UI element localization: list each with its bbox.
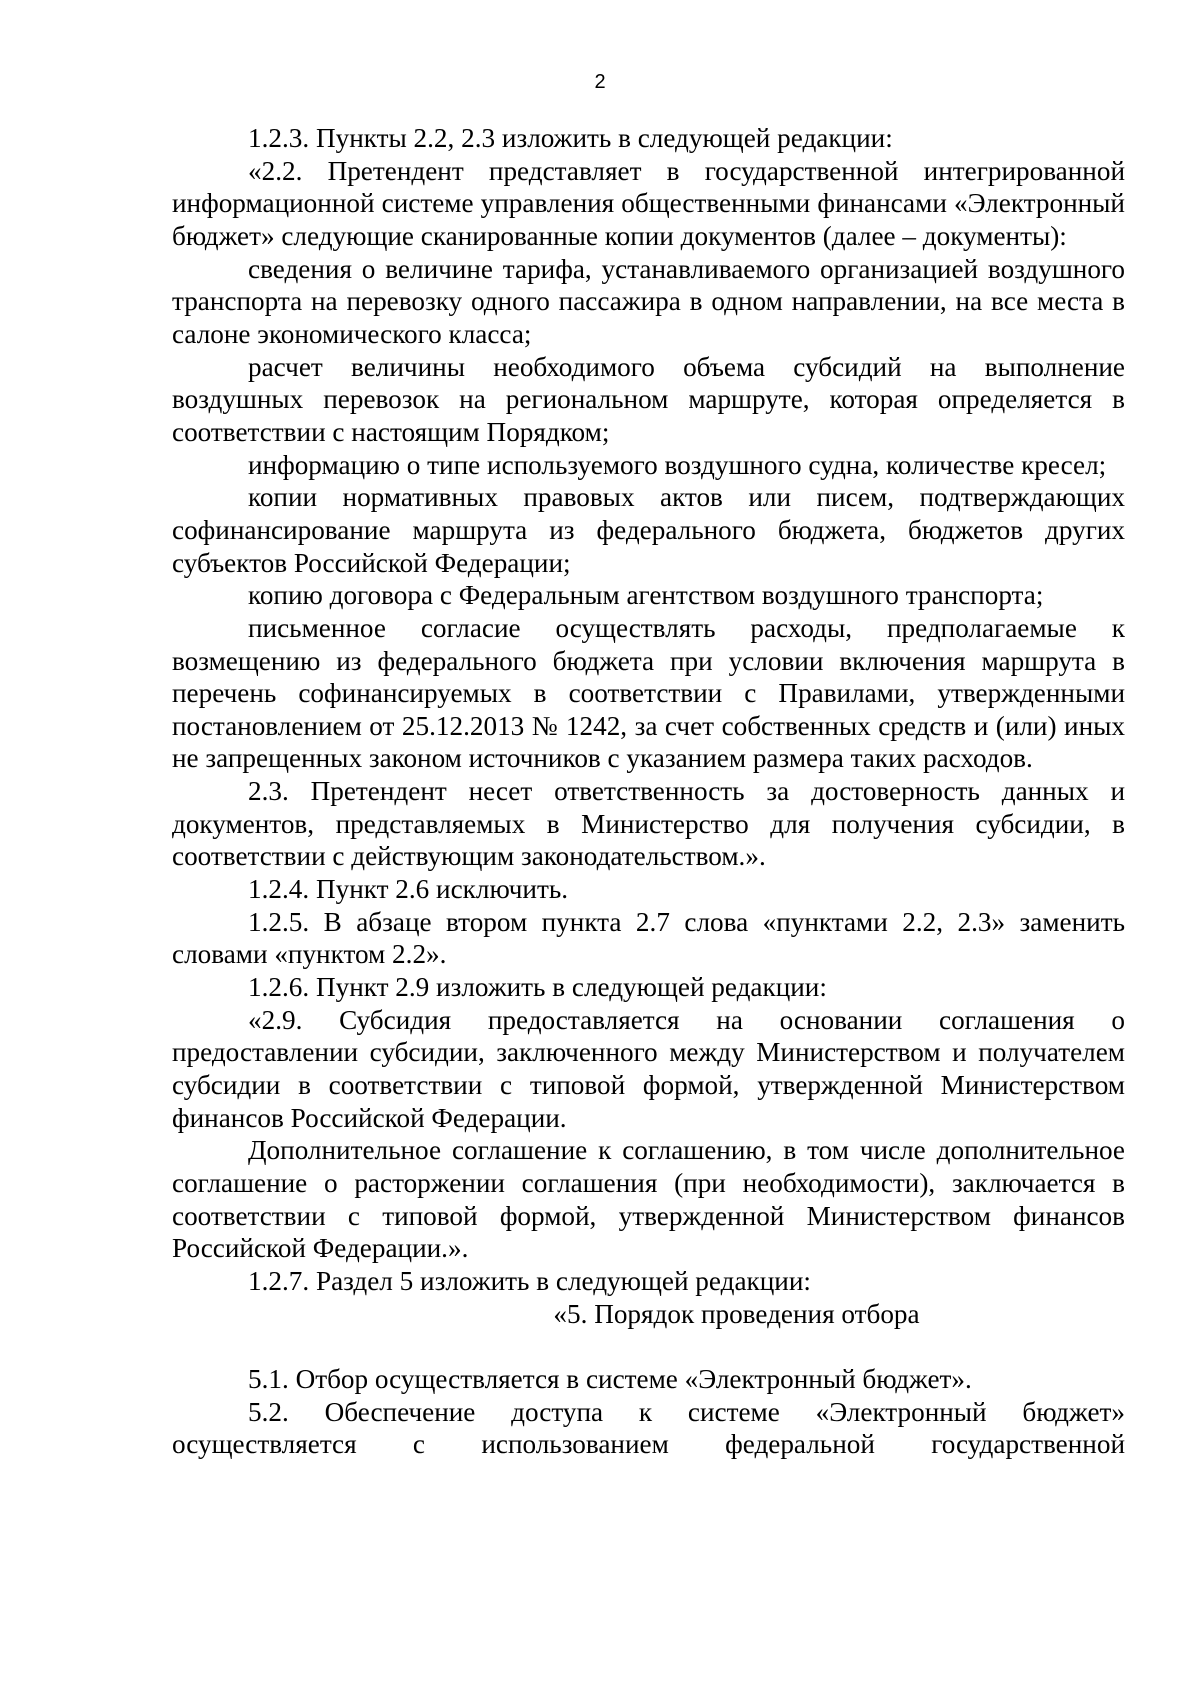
section-heading: «5. Порядок проведения отбора	[553, 1298, 920, 1329]
paragraph-1-2-4: 1.2.4. Пункт 2.6 исключить.	[248, 874, 569, 905]
paragraph-tariff-info: сведения о величине тарифа, устанавливаемого организацией воздушного транспорта на перевозку одного пассажира в одном направлении, на все места в салоне экономического класса;	[172, 253, 1125, 349]
paragraph-5-1: 5.1. Отбор осуществляется в системе «Электронный бюджет».	[248, 1363, 972, 1394]
paragraph-written-consent: письменное согласие осуществлять расходы, предполагаемые к возмещению из федерального бюджета при условии включения маршрута в перечень софинансируемых в соответствии с Правилами, утвержденными постановлением от 25.12.2013 № 1242, за счет собственных средств и (или) иных не запрещенных законом источников с указанием размера таких расходов.	[172, 612, 1125, 774]
paragraph-2-3: 2.3. Претендент несет ответственность за достоверность данных и документов, представляемых в Министерство для получения субсидии, в соответствии с действующим законодательством.».	[172, 776, 1125, 872]
paragraph-2-2: «2.2. Претендент представляет в государственной интегрированной информационной системе управления общественными финансами «Электронный бюджет» следующие сканированные копии документов (далее – документы):	[172, 155, 1125, 251]
paragraph-2-9: «2.9. Субсидия предоставляется на основании соглашения о предоставлении субсидии, заключенного между Министерством и получателем субсидии в соответствии с типовой формой, утвержденной Министерством финансов Российской Федерации.	[172, 1004, 1125, 1133]
paragraph-1-2-6: 1.2.6. Пункт 2.9 изложить в следующей редакции:	[248, 972, 827, 1003]
paragraph-aircraft-info: информацию о типе используемого воздушного судна, количестве кресел;	[248, 449, 1107, 480]
paragraph-agency-contract: копию договора с Федеральным агентством воздушного транспорта;	[248, 580, 1044, 611]
paragraph-1-2-7: 1.2.7. Раздел 5 изложить в следующей редакции:	[248, 1265, 811, 1296]
document-body	[172, 122, 1125, 1461]
paragraph-legal-acts: копии нормативных правовых актов или писем, подтверждающих софинансирование маршрута из федерального бюджета, бюджетов других субъектов Российской Федерации;	[172, 482, 1125, 578]
paragraph-1-2-3: 1.2.3. Пункты 2.2, 2.3 изложить в следующей редакции:	[248, 123, 893, 153]
paragraph-subsidy-calculation: расчет величины необходимого объема субсидий на выполнение воздушных перевозок на региональном маршруте, которая определяется в соответствии с настоящим Порядком;	[172, 351, 1125, 447]
paragraph-additional-agreement: Дополнительное соглашение к соглашению, в том числе дополнительное соглашение о расторжении соглашения (при необходимости), заключается в соответствии с типовой формой, утвержденной Министерством финансов Российской Федерации.».	[172, 1135, 1125, 1264]
page-number: 2	[594, 71, 606, 93]
paragraph-1-2-5: 1.2.5. В абзаце втором пункта 2.7 слова «пунктами 2.2, 2.3» заменить словами «пунктом 2.2».	[172, 906, 1125, 970]
paragraph-5-2: 5.2. Обеспечение доступа к системе «Электронный бюджет» осуществляется с использованием федеральной государственной	[172, 1396, 1125, 1460]
